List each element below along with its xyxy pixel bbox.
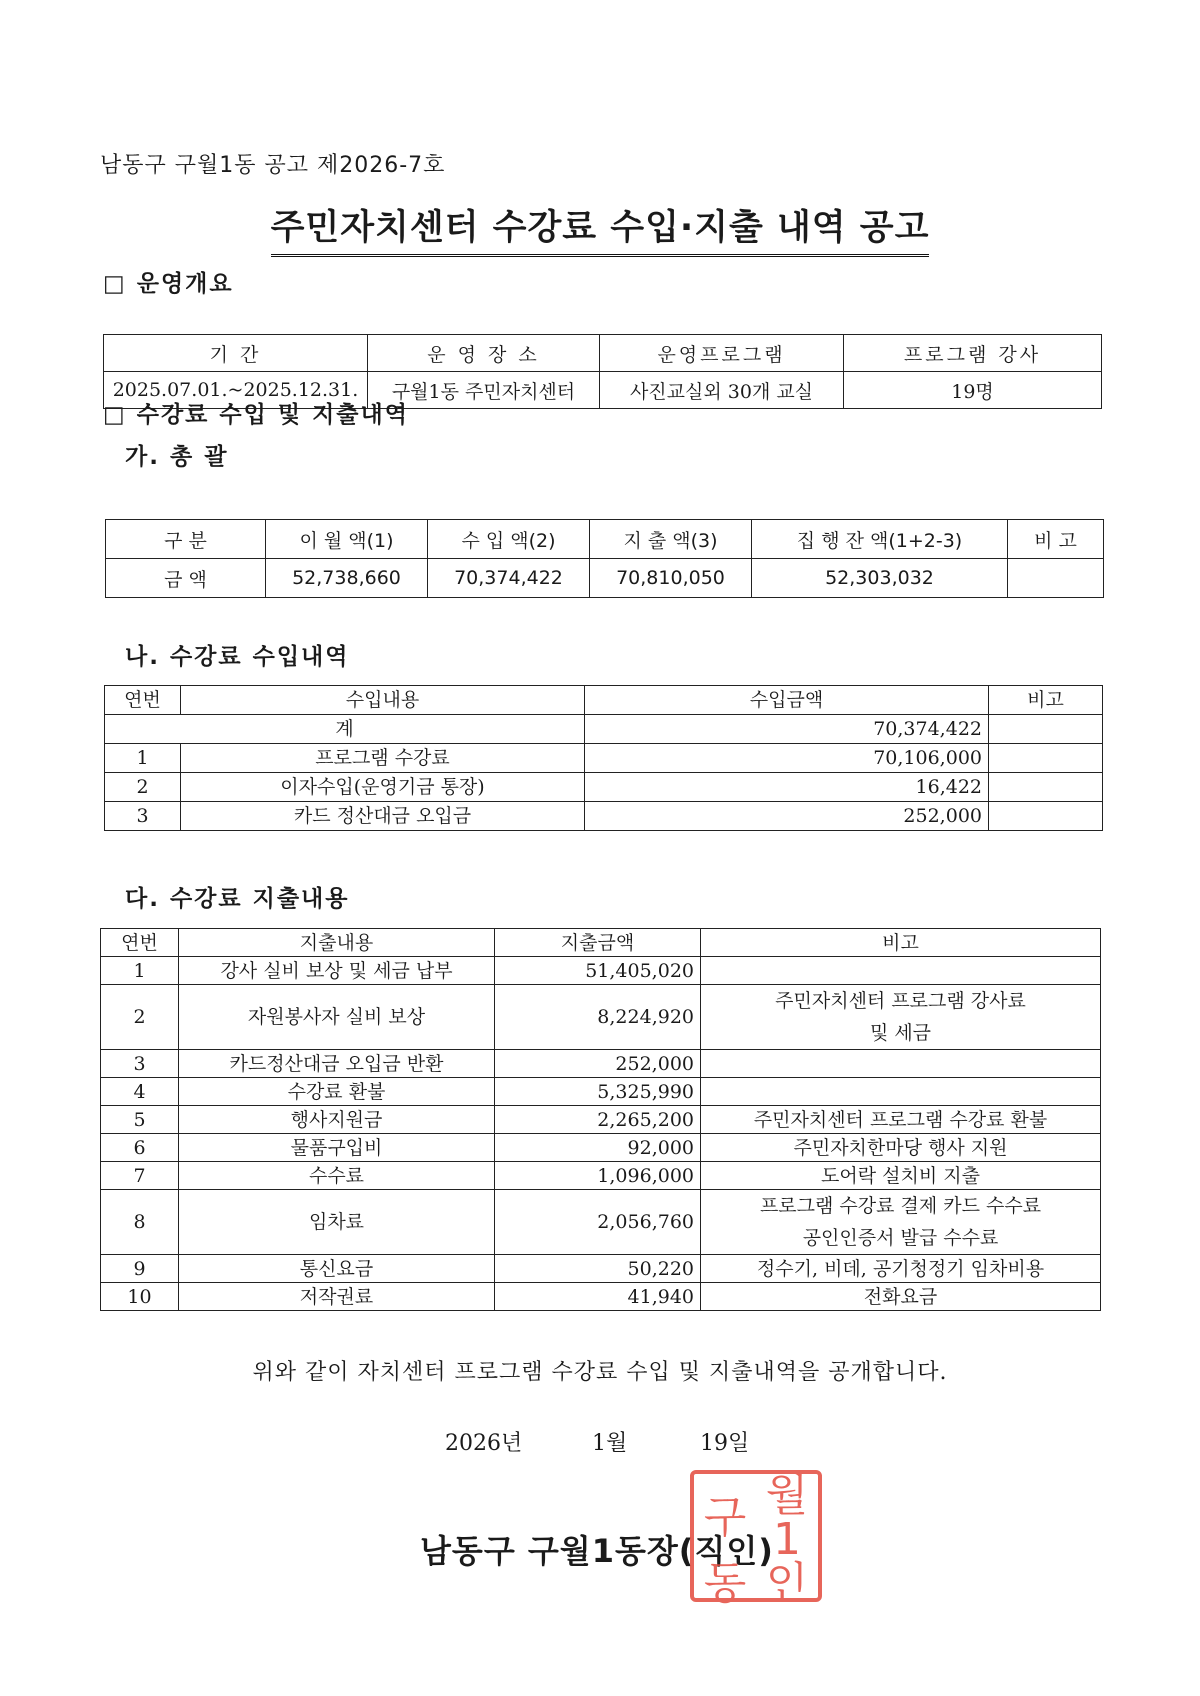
row-amount: 16,422 xyxy=(585,773,989,802)
row-note xyxy=(701,985,1101,1050)
row-note: 주민자치센터 프로그램 수강료 환불 xyxy=(701,1106,1101,1134)
section-title: 운영개요 xyxy=(136,271,234,297)
section-income-expense-heading xyxy=(103,396,409,429)
checkbox-marker: □ xyxy=(103,402,127,428)
instructor-value: 19명 xyxy=(844,372,1102,409)
row-amount: 252,000 xyxy=(495,1050,701,1078)
row-item: 통신요금 xyxy=(179,1255,495,1283)
amount-label: 금 액 xyxy=(106,559,266,598)
section-title: 수강료 수입 및 지출내역 xyxy=(136,402,409,428)
document-title: 주민자치센터 수강료 수입·지출 내역 공고 xyxy=(271,200,930,257)
row-number: 4 xyxy=(101,1078,179,1106)
row-number: 7 xyxy=(101,1162,179,1190)
table-header-row xyxy=(105,686,1103,715)
row-number: 8 xyxy=(101,1190,179,1255)
row-note xyxy=(701,1190,1101,1255)
table-row xyxy=(101,957,1101,985)
row-number: 6 xyxy=(101,1134,179,1162)
header-period: 기 간 xyxy=(104,335,368,372)
row-item: 임차료 xyxy=(179,1190,495,1255)
summary-table xyxy=(105,519,1104,598)
expense-table xyxy=(100,928,1101,1311)
row-number: 2 xyxy=(101,985,179,1050)
table-row xyxy=(105,773,1103,802)
header-number: 연번 xyxy=(105,686,181,715)
subsection-income-heading: 나. 수강료 수입내역 xyxy=(125,644,350,670)
table-row xyxy=(101,1078,1101,1106)
table-header-row xyxy=(106,520,1104,559)
date-year: 2026년 xyxy=(445,1431,523,1456)
row-amount: 2,056,760 xyxy=(495,1190,701,1255)
table-row xyxy=(101,1106,1101,1134)
location-value: 구월1동 주민자치센터 xyxy=(368,372,600,409)
note-line-2: 및 세금 xyxy=(869,1022,932,1044)
row-number: 2 xyxy=(105,773,181,802)
table-header-row xyxy=(104,335,1102,372)
row-note: 정수기, 비데, 공기청정기 임차비용 xyxy=(701,1255,1101,1283)
date-day: 19일 xyxy=(700,1431,750,1456)
header-carryover: 이 월 액(1) xyxy=(266,520,428,559)
row-item: 카드 정산대금 오입금 xyxy=(181,802,585,831)
table-row xyxy=(101,1050,1101,1078)
row-item: 강사 실비 보상 및 세금 납부 xyxy=(179,957,495,985)
table-row xyxy=(101,1134,1101,1162)
row-note xyxy=(701,1050,1101,1078)
header-program: 운영프로그램 xyxy=(600,335,844,372)
row-item: 이자수입(운영기금 통장) xyxy=(181,773,585,802)
table-row xyxy=(101,1255,1101,1283)
header-number: 연번 xyxy=(101,929,179,957)
official-seal-stamp xyxy=(690,1470,822,1609)
header-note: 비고 xyxy=(989,686,1103,715)
table-row xyxy=(101,1162,1101,1190)
income-value: 70,374,422 xyxy=(428,559,590,598)
header-note: 비고 xyxy=(701,929,1101,957)
signer-name: 남동구 구월1동장(직인) xyxy=(420,1532,774,1570)
period-value: 2025.07.01.~2025.12.31. xyxy=(104,372,368,409)
seal-char: 월1 xyxy=(765,1470,809,1565)
carryover-value: 52,738,660 xyxy=(266,559,428,598)
row-number: 3 xyxy=(101,1050,179,1078)
header-instructor: 프로그램 강사 xyxy=(844,335,1102,372)
header-location: 운 영 장 소 xyxy=(368,335,600,372)
row-note xyxy=(701,957,1101,985)
row-note xyxy=(989,744,1103,773)
row-number: 1 xyxy=(101,957,179,985)
table-row xyxy=(105,744,1103,773)
row-note: 전화요금 xyxy=(701,1283,1101,1311)
table-header-row xyxy=(101,929,1101,957)
row-item: 저작권료 xyxy=(179,1283,495,1311)
total-label: 계 xyxy=(105,715,585,744)
table-row xyxy=(101,1190,1101,1255)
row-note: 주민자치한마당 행사 지원 xyxy=(701,1134,1101,1162)
row-amount: 92,000 xyxy=(495,1134,701,1162)
seal-char: 구 xyxy=(703,1492,747,1543)
row-amount: 1,096,000 xyxy=(495,1162,701,1190)
table-row xyxy=(106,559,1104,598)
header-income: 수 입 액(2) xyxy=(428,520,590,559)
document-title-wrap xyxy=(0,200,1200,257)
row-amount: 2,265,200 xyxy=(495,1106,701,1134)
row-note: 도어락 설치비 지출 xyxy=(701,1162,1101,1190)
row-item: 카드정산대금 오입금 반환 xyxy=(179,1050,495,1078)
row-number: 1 xyxy=(105,744,181,773)
row-item: 자원봉사자 실비 보상 xyxy=(179,985,495,1050)
expense-value: 70,810,050 xyxy=(590,559,752,598)
seal-char: 인 xyxy=(765,1558,809,1609)
row-amount: 41,940 xyxy=(495,1283,701,1311)
note-value xyxy=(1008,559,1104,598)
header-income-amount: 수입금액 xyxy=(585,686,989,715)
row-amount: 50,220 xyxy=(495,1255,701,1283)
row-item: 프로그램 수강료 xyxy=(181,744,585,773)
header-expense-item: 지출내용 xyxy=(179,929,495,957)
balance-value: 52,303,032 xyxy=(752,559,1008,598)
row-amount: 70,106,000 xyxy=(585,744,989,773)
notice-number: 남동구 구월1동 공고 제2026-7호 xyxy=(100,153,446,178)
header-note: 비 고 xyxy=(1008,520,1104,559)
total-amount: 70,374,422 xyxy=(585,715,989,744)
seal-char: 동 xyxy=(703,1558,747,1609)
row-amount: 5,325,990 xyxy=(495,1078,701,1106)
header-expense-amount: 지출금액 xyxy=(495,929,701,957)
row-item: 행사지원금 xyxy=(179,1106,495,1134)
header-income-item: 수입내용 xyxy=(181,686,585,715)
table-row xyxy=(101,985,1101,1050)
header-balance: 집 행 잔 액(1+2-3) xyxy=(752,520,1008,559)
row-number: 5 xyxy=(101,1106,179,1134)
table-row xyxy=(101,1283,1101,1311)
row-number: 10 xyxy=(101,1283,179,1311)
header-category: 구 분 xyxy=(106,520,266,559)
row-amount: 51,405,020 xyxy=(495,957,701,985)
note-line-1: 주민자치센터 프로그램 강사료 xyxy=(775,990,1026,1012)
total-row xyxy=(105,715,1103,744)
row-note xyxy=(989,773,1103,802)
row-amount: 8,224,920 xyxy=(495,985,701,1050)
row-number: 3 xyxy=(105,802,181,831)
subsection-summary-heading: 가. 총 괄 xyxy=(125,444,229,470)
program-value: 사진교실외 30개 교실 xyxy=(600,372,844,409)
table-row xyxy=(105,802,1103,831)
row-item: 물품구입비 xyxy=(179,1134,495,1162)
note-line-1: 프로그램 수강료 결제 카드 수수료 xyxy=(759,1195,1042,1217)
closing-statement: 위와 같이 자치센터 프로그램 수강료 수입 및 지출내역을 공개합니다. xyxy=(252,1360,948,1385)
header-expense: 지 출 액(3) xyxy=(590,520,752,559)
row-note xyxy=(989,802,1103,831)
section-operation-heading xyxy=(103,265,234,298)
row-note xyxy=(701,1078,1101,1106)
total-note xyxy=(989,715,1103,744)
row-amount: 252,000 xyxy=(585,802,989,831)
subsection-expense-heading: 다. 수강료 지출내용 xyxy=(125,886,350,912)
income-table xyxy=(104,685,1103,831)
checkbox-marker: □ xyxy=(103,271,127,297)
note-line-2: 공인인증서 발급 수수료 xyxy=(802,1227,999,1249)
date-month: 1월 xyxy=(592,1431,628,1456)
row-item: 수수료 xyxy=(179,1162,495,1190)
row-number: 9 xyxy=(101,1255,179,1283)
row-item: 수강료 환불 xyxy=(179,1078,495,1106)
